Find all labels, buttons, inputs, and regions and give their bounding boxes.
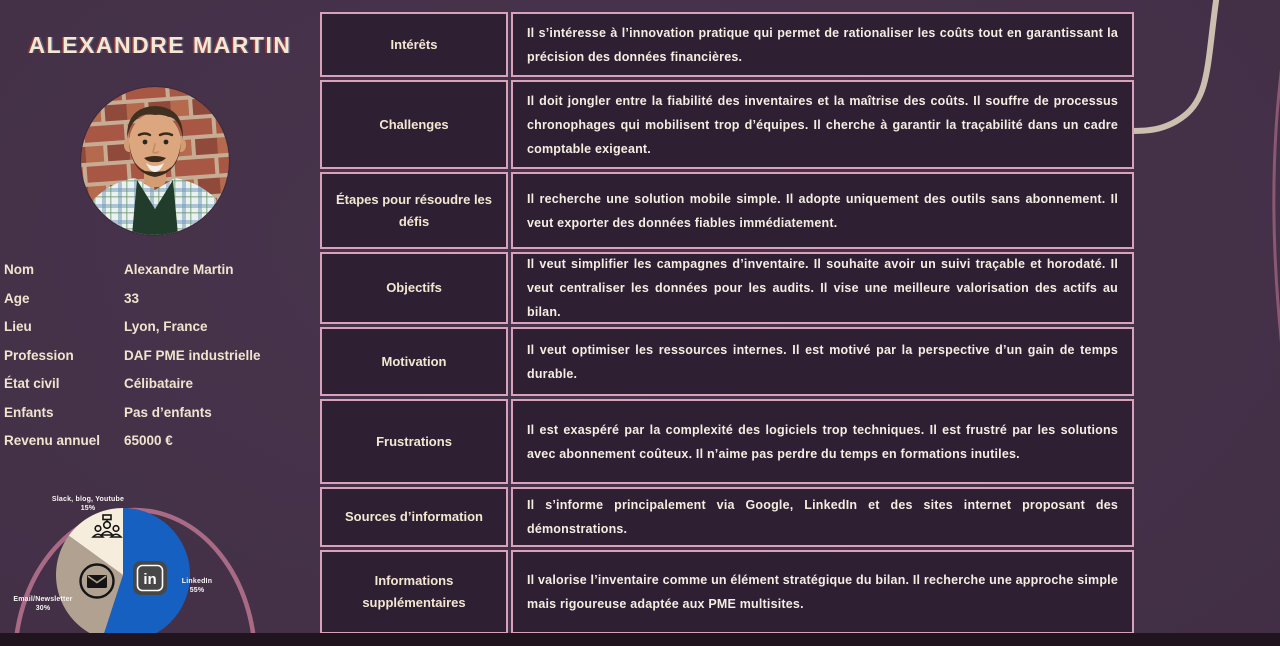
pie-label-text: Email/Newsletter [13,596,73,603]
detail-label: Nom [4,262,34,277]
detail-value: DAF PME industrielle [124,347,261,363]
beige-curve-decoration [1124,0,1217,131]
avatar-illustration [81,87,229,235]
row-text: Il est exaspéré par la complexité des logiciels trop techniques. Il est frustré par les solutions avec abonnement coûteux. Il n’aime pas perdre du temps en formations inutiles. [527,422,1118,461]
pie-label-linkedin [168,577,226,595]
detail-label: Age [4,290,30,306]
detail-row-etat-civil [4,376,316,391]
row-text: Il recherche une solution mobile simple. Il adopte uniquement des outils sans abonnement. Il veut exporter des données fiables immédiatement. [527,191,1118,230]
detail-label: Profession [4,347,74,363]
detail-row-nom [4,262,316,277]
row-header-challenges: Challenges [320,80,508,169]
avatar [81,87,229,235]
row-text: Il veut optimiser les ressources internes. Il est motivé par la perspective d’un gain de temps durable. [527,342,1118,381]
face [129,113,181,173]
detail-row-profession [4,348,316,363]
row-header-infos-supplementaires: Informations supplémentaires [320,550,508,634]
row-content-frustrations [511,399,1134,484]
row-header-interets: Intérêts [320,12,508,77]
row-text: Il veut simplifier les campagnes d’inventaire. Il souhaite avoir un suivi traçable et horodaté. Il veut centraliser les données pour les audits. Il vise une meilleure valorisation des actifs au bilan. [527,257,1118,319]
svg-text:in: in [143,571,157,588]
pie-label-slack-blog-youtube [38,495,138,513]
detail-value: Lyon, France [124,319,208,334]
information-sources-pie-chart [56,508,190,642]
pie-label-text: Slack, blog, Youtube [51,496,125,503]
row-text: Il doit jongler entre la fiabilité des inventaires et la maîtrise des coûts. Il souffre de processus chronophages qui mobilisent trop d’équipes. Il cherche à garantir la traçabilité dans un cadre comptable exigeant. [527,93,1118,156]
row-content-sources [511,487,1134,547]
row-text: Il s’intéresse à l’innovation pratique qui permet de rationaliser les coûts tout en garantissant la précision des données financières. [527,25,1118,64]
detail-row-lieu [4,319,316,334]
row-content-interets [511,12,1134,77]
detail-value: Alexandre Martin [124,262,234,277]
pie-label-percent: 15% [80,505,96,512]
row-content-objectifs [511,252,1134,324]
row-header-etapes: Étapes pour résoudre les défis [320,172,508,249]
row-content-etapes [511,172,1134,249]
detail-row-enfants [4,405,316,420]
detail-row-revenu [4,433,316,448]
row-header-sources: Sources d’information [320,487,508,547]
row-header-frustrations: Frustrations [320,399,508,484]
detail-value: Célibataire [124,376,194,391]
bottom-page-edge [0,633,1280,646]
detail-row-age [4,291,316,306]
detail-label: Revenu annuel [4,433,101,448]
pie-label-email-newsletter [0,595,86,613]
detail-value: 33 [124,290,140,306]
persona-name: ALEXANDRE MARTIN [28,32,292,58]
linkedin-icon [133,561,167,595]
row-header-objectifs: Objectifs [320,252,508,324]
row-content-motivation [511,327,1134,396]
pink-edge-curve-decoration [1274,50,1280,390]
persona-attributes-table [320,12,1134,634]
detail-label: Lieu [4,319,32,334]
detail-value: Pas d’enfants [124,404,212,420]
detail-label: État civil [4,376,60,391]
pie-label-text: LinkedIn [181,578,213,585]
row-text: Il s’informe principalement via Google, LinkedIn et des sites internet proposant des démonstrations. [527,498,1118,536]
row-content-infos-supplementaires [511,550,1134,634]
row-content-challenges [511,80,1134,169]
pie-label-percent: 55% [189,587,205,594]
personal-details [4,262,316,462]
row-header-motivation: Motivation [320,327,508,396]
row-text: Il valorise l’inventaire comme un élément stratégique du bilan. Il recherche une approche simple mais rigoureuse adaptée aux PME multisites. [527,573,1118,611]
detail-label: Enfants [4,404,54,420]
pie-label-percent: 30% [35,605,51,612]
detail-value: 65000 € [124,433,173,448]
